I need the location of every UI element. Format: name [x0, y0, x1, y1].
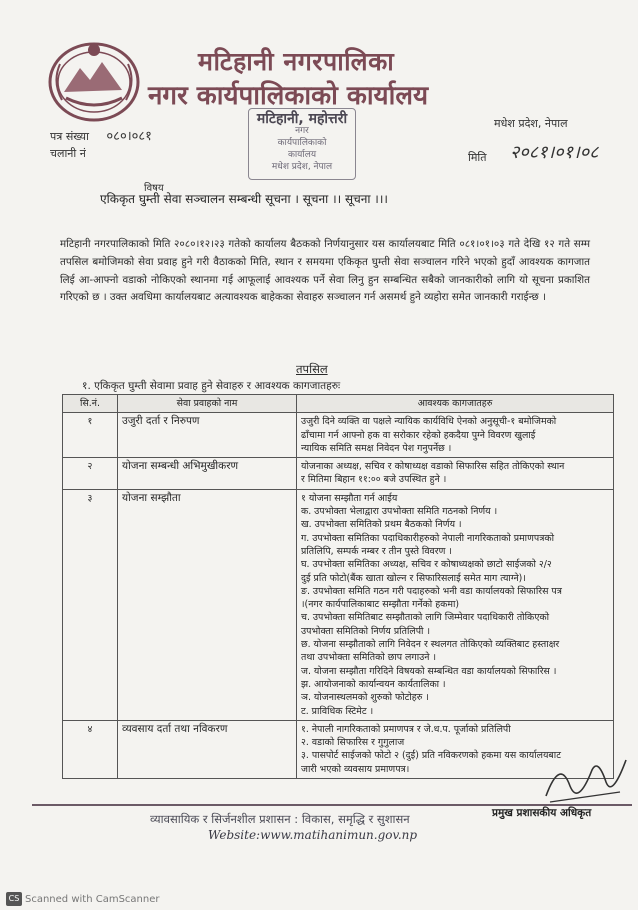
- office-stamp: [248, 108, 356, 180]
- document-line: उपभोक्ता समितिको निर्णय प्रतिलिपी ।: [301, 625, 431, 637]
- document-line: र मितिमा बिहान ११:०० बजे उपस्थित हुने ।: [301, 474, 447, 486]
- schedule-heading: तपसिल: [296, 362, 328, 376]
- document-line: न्यायिक समिति समक्ष निवेदन पेश गनुपर्नेछ ।: [301, 442, 452, 454]
- document-line: ख. उपभोक्ता समितिको प्रथम बैठकको निर्णय ।: [301, 519, 462, 531]
- document-line: १ योजना सम्झौता गर्न आईय: [301, 492, 398, 504]
- service-cell: व्यवसाय दर्ता तथा नविकरण: [118, 720, 297, 778]
- document-line: प्रतिलिपि, सम्पर्क नम्बर र तीन पुस्ते विवरण ।: [301, 545, 452, 557]
- document-line: ट. प्राविधिक स्टिमेट ।: [301, 705, 374, 717]
- notice-body: मटिहानी नगरपालिकाको मिति २०८०।१२।२३ गतेको कार्यालय बैठकको निर्णयानुसार यस कार्यालयबाट मिति ०८१।०१।०३ गते देखि १२ गते सम्म तपसिल बमोजिमको सेवा प्रवाह हुने गरी वैठाकको मिति, स्थान र समयमा एकिकृत घुम्ती सेवा सञ्चालन गरिने भएको हुदाँ आवश्यक कागजात लिई आ-आफ्नो वडाको नोकिएको स्थानमा गई आफूलाई आवश्यक पर्ने सेवा लिनु हुन सम्बन्धित सबैको जानकारीको लागि यो सूचना प्रकाशित गरिएको छ । उक्त अवधिमा कार्यालयबाट अत्यावश्यक बाहेकका सेवाहरु सञ्चालन गर्न असमर्थ हुने व्यहोरा समेत जानकारी गराईन्छ ।: [60, 238, 590, 304]
- table-title: १. एकिकृत घुम्ती सेवामा प्रवाह हुने सेवाहरु र आवश्यक कागजातहरुः: [82, 380, 341, 392]
- serial-cell: २: [63, 458, 118, 490]
- column-header: सि.नं.: [63, 395, 118, 413]
- document-line: ञ. योजनास्थलमको शुरुको फोटोहरु ।: [301, 692, 429, 704]
- document-line: क. उपभोक्ता भेलाद्वारा उपभोक्ता समिति गठनको निर्णय ।: [301, 506, 498, 518]
- serial-cell: ३: [63, 489, 118, 720]
- document-line: च. उपभोक्ता समितिबाट सम्झौताको लागि जिम्मेवार पदाधिकारी तोकिएको: [301, 612, 550, 624]
- document-line: जारी भएको व्यवसाय प्रमाणपत्र।: [301, 763, 410, 775]
- subject-tag: विषय: [144, 183, 164, 194]
- document-line: घ. उपभोक्ता समितिका अध्यक्ष, सचिव र कोषाध्यक्षको छाटो साईजको २/२: [301, 559, 552, 571]
- document-line: ङ. उपभोक्ता समिति गठन गरी पदाहरुको भनी वडा कार्यालयको सिफारिस पत्र: [301, 585, 562, 597]
- document-line: ३. पासपोर्ट साईजको फोटो २ (दुई) प्रति नविकरणको हकमा यस कार्यालयबाट: [301, 750, 561, 762]
- table-row: [63, 413, 614, 458]
- column-header: सेवा प्रवाहको नाम: [118, 395, 297, 413]
- ref-label: पत्र संख्या: [50, 130, 89, 143]
- signature-mark: [540, 752, 630, 812]
- stamp-line: कार्यालय: [287, 150, 317, 160]
- notice-subject: एकिकृत घुम्ती सेवा सञ्चालन सम्बन्धी सूचना । सूचना ।। सूचना ।।।: [100, 192, 388, 206]
- table-row: [63, 458, 614, 490]
- table-header-row: [63, 395, 614, 413]
- office-name: नगर कार्यपालिकाको कार्यालय: [148, 81, 429, 111]
- serial-cell: ४: [63, 720, 118, 778]
- municipality-name: मटिहानी नगरपालिका: [198, 47, 395, 76]
- table-row: [63, 489, 614, 720]
- document-line: उजुरी दिने व्यक्ति वा पक्षले न्यायिक कार्यविधि ऐनको अनुसूची-१ बमोजिमको: [301, 416, 557, 428]
- service-cell: उजुरी दर्ता र निरुपण: [118, 413, 297, 458]
- services-table: [62, 394, 614, 779]
- scanner-watermark: [6, 892, 160, 906]
- document-line: ढाँचामा गर्न आफ्नो हक वा सरोकार रहेको हकदैया पुग्ने विवरण खुलाई: [301, 429, 536, 441]
- column-header: आवश्यक कागजातहरु: [297, 395, 614, 413]
- ref-value: ०८०।०८१: [106, 129, 152, 144]
- camscanner-icon: CS: [6, 892, 22, 906]
- document-line: तथा उपभोक्ता समितिको छाप लगाउने ।: [301, 652, 436, 664]
- serial-cell: १: [63, 413, 118, 458]
- scanner-label: Scanned with CamScanner: [25, 894, 160, 905]
- document-line: १. नेपाली नागरिकताको प्रमाणपत्र र जे.ध.प. पूर्जाको प्रतिलिपी: [301, 723, 511, 735]
- nepal-emblem-icon: [46, 34, 142, 124]
- document-line: झ. आयोजनाको कार्यान्वयन कार्यतालिका ।: [301, 678, 446, 690]
- stamp-line: कार्यपालिकाको: [277, 138, 327, 148]
- documents-cell: [297, 413, 614, 458]
- dispatch-number: [50, 146, 86, 161]
- document-line: २. वडाको सिफारिस र गुगुलाज: [301, 737, 405, 749]
- province-label: मधेश प्रदेश, नेपाल: [494, 117, 568, 130]
- document-line: दुई प्रति फोटो(बैंक खाता खोल्न र सिफारिसलाई समेत माग त्याग्ने)।: [301, 572, 526, 584]
- stamp-line: नगर: [295, 126, 309, 136]
- stamp-line: मधेश प्रदेश, नेपाल: [271, 162, 333, 172]
- footer-motto: व्यावसायिक र सिर्जनशील प्रशासन : विकास, समृद्धि र सुशासन: [150, 812, 410, 826]
- stamp-place: मटिहानी, महोत्तरी: [256, 111, 348, 127]
- website-link[interactable]: Website:www.matihanimun.gov.np: [208, 828, 418, 842]
- service-cell: योजना सम्झौता: [118, 489, 297, 720]
- table-row: [63, 720, 614, 778]
- reference-number: [50, 126, 152, 144]
- signer-title: प्रमुख प्रशासकीय अधिकृत: [492, 807, 592, 819]
- document-line: ।(नगर कार्यपालिकाबाट सम्झौता गर्नेको हकमा): [301, 599, 460, 611]
- document-line: ज. योजना सम्झौता गरिदिने विषयको सम्बन्धित वडा कार्यालयको सिफारिस ।: [301, 665, 557, 677]
- document-line: छ. योजना सम्झौताको लागि निवेदन र स्थलगत तोकिएको व्यक्तिबाट हस्ताक्षर: [301, 639, 560, 651]
- date-value: २०८१।०१।०८: [510, 142, 599, 163]
- date-label: मिति: [468, 151, 487, 164]
- service-cell: योजना सम्बन्धी अभिमुखीकरण: [118, 458, 297, 490]
- documents-cell: [297, 489, 614, 720]
- document-line: ग. उपभोक्ता समितिका पदाधिकारीहरुको नेपाली नागरिकताको प्रमाणपत्रको: [301, 532, 555, 544]
- document-line: योजनाका अध्यक्ष, सचिव र कोषाध्यक्ष वडाको सिफारिस सहित तोकिएको स्थान: [301, 461, 565, 473]
- dispatch-label: चलानी नं: [50, 147, 86, 160]
- documents-cell: [297, 458, 614, 490]
